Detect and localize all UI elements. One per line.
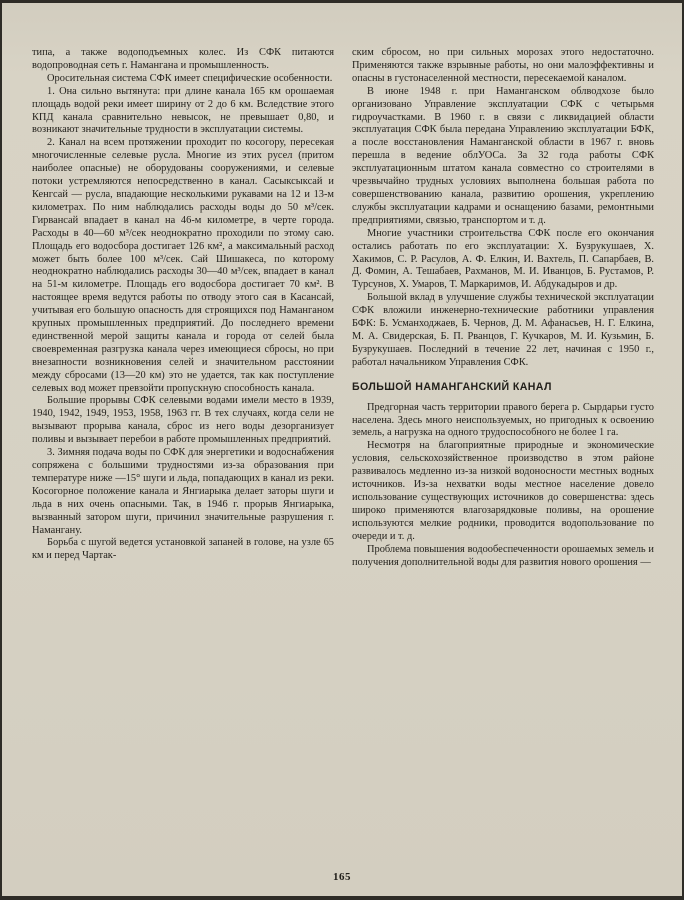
paragraph: 3. Зимняя подача воды по СФК для энергетики и водоснабжения сопряжена с большими трудностями из-за образования при температуре ниже —15° шуги и льда, попадающих в канал из реки. Косогорное положение канала и Янгиарыка делает заторы шуги и льда в них очень опасными. Так, в 1946 г. прорыв Янгиарыка, вызванный затором шуги, причинил значительные разрушения г. Намангану. — [32, 447, 334, 536]
right-column — [352, 47, 654, 569]
paragraph: Оросительная система СФК имеет специфические особенности. — [47, 72, 333, 84]
paragraph: Большой вклад в улучшение службы технической эксплуатации СФК вложили инженерно-технические работники управления БФК: Б. Усманходжаев, Б. Чернов, Д. М. Афанасьев, Н. Г. Елкина, М. А. Свидерская, Б. П. Рванцов, Г. Кучкаров, М. И. Кузьмин, Б. Бузрукушаев. Последний в течение 22 лет, начиная с 1950 г., работал начальником Управления СФК. — [352, 292, 654, 368]
paragraph: Предгорная часть территории правого берега р. Сырдарьи густо населена. Здесь много неиспользуемых, но пригодных к освоению земель, а нагрузка на одного трудоспособного не более 1 га. — [352, 401, 654, 439]
paragraph: типа, а также водоподъемных колес. Из СФК питаются водопроводная сеть г. Намангана и промышленность. — [32, 47, 334, 71]
paragraph: Многие участники строительства СФК после его окончания остались работать по его эксплуатации: Х. Бузрукушаев, Х. Хакимов, С. Р. Расулов, А. Ф. Елкин, И. Вахтель, П. Сапарбаев, В. Д. Фомин, А. Тешабаев, Рахманов, М. И. Иванцов, Б. Рустамов, Р. Турсунов, Х. Умаров, Т. Маркаримов, И. Абдукадыров и др. — [352, 227, 654, 291]
paragraph: Несмотря на благоприятные природные и экономические условия, сельскохозяйственное производство в этом районе развивалось медленно из-за низкой водоносности местных водных источников. Из-за нехватки воды местное население довело использование существующих источников до совершенства: здесь широко применяются влагозарядковые поливы, на орошение используются мелкие родники, проводится водопользование по очереди и т. д. — [352, 440, 654, 542]
paragraph: Борьба с шугой ведется установкой запаней в голове, на узле 65 км и перед Чартак- — [32, 537, 334, 562]
page-number: 165 — [333, 871, 351, 883]
page-body — [2, 3, 682, 569]
paragraph: Большие прорывы СФК селевыми водами имели место в 1939, 1940, 1942, 1949, 1953, 1958, 1963 гг. В тех случаях, когда сели не вызывают прорыва канала, сброс из него воды дезорганизует поливы и вызывает перебои в работе промышленных предприятий. — [32, 395, 334, 446]
left-column — [32, 47, 334, 569]
paragraph: 2. Канал на всем протяжении проходит по косогору, пересекая многочисленные селевые русла. Многие из этих русел (притом наиболее опасные) не оборудованы сооружениями, и селевые потоки устремляются непосредственно в канал. Сасыксыксай и Кенгсай — русла, впадающие несколькими рукавами на 12 и 13-м километрах. По ним наблюдались расходы воды до 50 м³/сек. Гирвансай впадает в канал на 46-м километре, в черте города. Расходы в 40—60 м³/сек неоднократно проходили по этому саю. Площадь его водосбора достигает 126 км², а максимальный расход может быть более 100 м³/сек. Сай Шишакеса, по которому неоднократно наблюдались расходы 30—40 м³/сек, впадает в канал на 51-м километре. Площадь его водосбора достигает 70 км². В настоящее время ведутся работы по отводу этого сая в Касансай, учитывая его большую опасность для строящихся под Наманганом крупных промышленных предприятий. До последнего времени единственной мерой защиты канала и города от селей была своевременная разгрузка канала через имеющиеся сбросы, но при внезапности возникновения селей и значительном расстоянии между сбросами (13—20 км) это не удается, так как поступление селевых вод может превзойти пропускную способность канала. — [32, 137, 334, 394]
paragraph: 1. Она сильно вытянута: при длине канала 165 км орошаемая площадь водой реки имеет ширину от 2 до 6 км. Вследствие этого КПД канала сравнительно невысок, не превышает 0,80, и возникают значительные трудности в эксплуатации системы. — [32, 85, 334, 136]
section-heading: БОЛЬШОЙ НАМАНГАНСКИЙ КАНАЛ — [352, 380, 552, 393]
paragraph: В июне 1948 г. при Наманганском облводхозе было организовано Управление эксплуатации СФК с четырьмя гидроучастками. В 1960 г. в связи с ликвидацией области эксплуатация СФК была передана Управлению эксплуатации БФК, а после восстановления Наманганской области в 1967 г. вновь перешла в ведение облУОСа. За 32 года работы СФК эксплуатационным штатом канала совместно со строителями в чрезвычайно трудных условиях выполнена большая работа по совершенствованию канала, развитию орошения, укреплению службы эксплуатации кадрами и оснащению базами, ремонтными предприятиями, связью, транспортом и т. д. — [352, 85, 654, 226]
paragraph: Проблема повышения водообеспеченности орошаемых земель и получения дополнительной воды для развития нового орошения — — [352, 543, 654, 568]
paragraph: ским сбросом, но при сильных морозах этого недостаточно. Применяются также взрывные работы, но они малоэффективны и опасны в густонаселенной местности, пересекаемой каналом. — [352, 47, 654, 84]
